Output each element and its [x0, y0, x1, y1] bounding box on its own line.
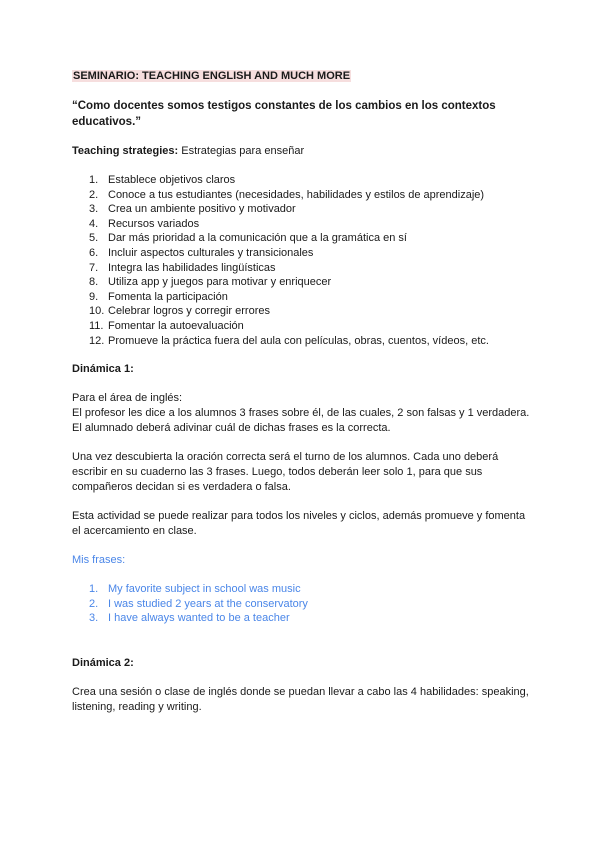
dinamica-1-area-line: Para el área de inglés: — [72, 392, 183, 405]
list-item — [89, 173, 532, 188]
dinamica-1-description: El profesor les dice a los alumnos 3 frases sobre él, de las cuales, 2 son falsas y 1 verdadera. El alumnado deberá adivinar cuál de dichas frases es la correcta. — [72, 407, 530, 435]
list-item-text: I was studied 2 years at the conservatory — [108, 597, 308, 610]
strategies-text: Estrategias para enseñar — [178, 145, 305, 157]
list-item-text: My favorite subject in school was music — [108, 583, 301, 596]
list-number: 3. — [89, 203, 99, 216]
list-item-text: Crea un ambiente positivo y motivador — [108, 203, 296, 216]
list-item-text: Recursos variados — [108, 217, 200, 230]
dinamica-1-paragraph-3: Esta actividad se puede realizar para todos los niveles y ciclos, además promueve y fomenta el acercamiento en clase. — [72, 510, 526, 538]
list-item — [89, 290, 532, 305]
list-item — [89, 188, 532, 203]
document-title — [72, 69, 532, 84]
list-item — [89, 261, 532, 276]
phrases-list — [89, 582, 532, 626]
dinamica-1-heading: Dinámica 1: — [72, 363, 134, 376]
list-number: 5. — [89, 232, 99, 245]
list-item-text: Dar más prioridad a la comunicación que a la gramática en sí — [108, 232, 407, 245]
dinamica-1-paragraph-2: Una vez descubierta la oración correcta será el turno de los alumnos. Cada uno deberá escribir en su cuaderno las 3 frases. Luego, todos deberán leer solo 1, para que sus compañeros decidan si es verdadera o falsa. — [72, 451, 499, 494]
document-page — [72, 69, 532, 729]
list-item — [89, 611, 532, 626]
list-item — [89, 597, 532, 612]
list-number: 10. — [89, 305, 105, 318]
list-item — [89, 319, 532, 334]
list-item-text: Conoce a tus estudiantes (necesidades, habilidades y estilos de aprendizaje) — [108, 188, 485, 201]
list-item — [89, 217, 532, 232]
list-item — [89, 275, 532, 290]
dinamica-2-heading: Dinámica 2: — [72, 656, 134, 669]
document-title-text: SEMINARIO: TEACHING ENGLISH AND MUCH MORE — [73, 70, 351, 82]
list-item-text: Establece objetivos claros — [108, 174, 236, 186]
list-number: 7. — [89, 261, 99, 274]
list-item-text: Celebrar logros y corregir errores — [108, 305, 270, 318]
list-item — [89, 334, 532, 349]
list-number: 2. — [89, 597, 99, 610]
dinamica-1-paragraph-1 — [72, 391, 532, 436]
list-item-text: Fomenta la participación — [108, 290, 228, 303]
list-item-text: Utiliza app y juegos para motivar y enriquecer — [108, 276, 332, 289]
list-number: 6. — [89, 246, 99, 259]
list-item-text: I have always wanted to be a teacher — [108, 612, 290, 625]
list-item — [89, 202, 532, 217]
list-item — [89, 246, 532, 261]
list-number: 2. — [89, 188, 99, 201]
list-item-text: Incluir aspectos culturales y transicionales — [108, 246, 314, 259]
list-number: 8. — [89, 276, 99, 289]
strategies-heading — [72, 144, 532, 159]
dinamica-2-paragraph-1: Crea una sesión o clase de inglés donde se puedan llevar a cabo las 4 habilidades: speaking, listening, reading y writing. — [72, 685, 529, 713]
list-number: 4. — [89, 217, 99, 230]
list-item — [89, 582, 532, 597]
list-number: 1. — [89, 174, 99, 186]
list-item-text: Promueve la práctica fuera del aula con películas, obras, cuentos, vídeos, etc. — [108, 334, 489, 347]
phrases-label: Mis frases: — [72, 554, 126, 567]
strategies-label: Teaching strategies: — [72, 145, 179, 157]
list-item-text: Integra las habilidades lingüísticas — [108, 261, 276, 274]
list-item — [89, 304, 532, 319]
list-item — [89, 231, 532, 246]
list-number: 9. — [89, 290, 99, 303]
strategies-list — [89, 173, 532, 348]
list-number: 1. — [89, 583, 99, 596]
list-number: 11. — [89, 319, 104, 332]
list-item-text: Fomentar la autoevaluación — [108, 319, 244, 332]
quote: “Como docentes somos testigos constantes de los cambios en los contextos educativos.” — [72, 100, 496, 128]
list-number: 12. — [89, 334, 105, 347]
list-number: 3. — [89, 612, 99, 625]
